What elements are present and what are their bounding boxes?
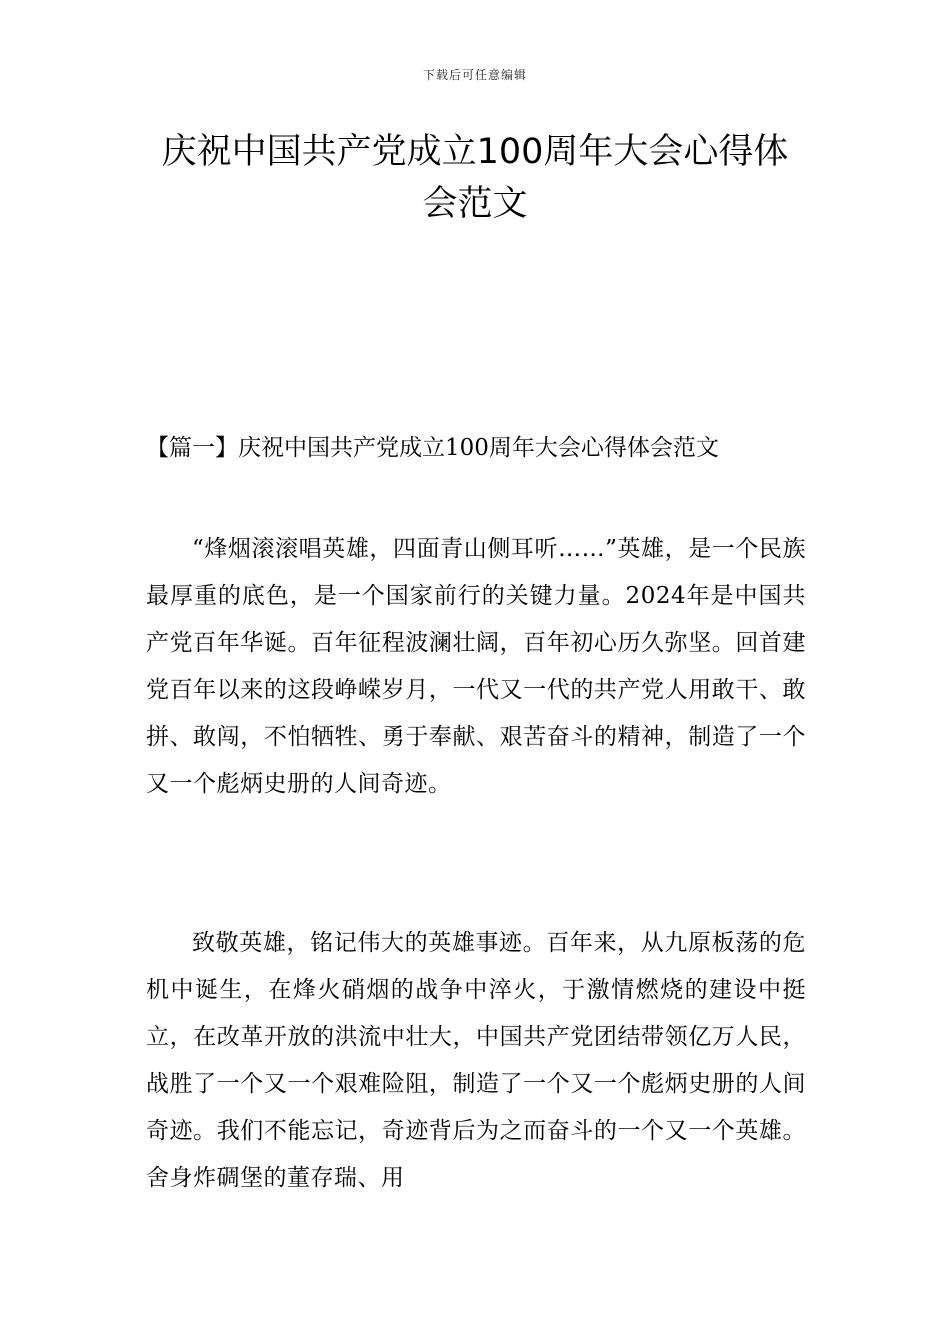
body-paragraph-1: “烽烟滚滚唱英雄，四面青山侧耳听……”英雄，是一个民族最厚重的底色，是一个国家前行的关键力量。2024年是中国共产党百年华诞。百年征程波澜壮阔，百年初心历久弥坚。回首建党百年以来的这段峥嵘岁月，一代又一代的共产党人用敢干、敢拼、敢闯，不怕牺牲、勇于奉献、艰苦奋斗的精神，制造了一个又一个彪炳史册的人间奇迹。 (146, 536, 806, 797)
title-line-2: 会范文 (422, 184, 528, 224)
body-paragraph-2: 致敬英雄，铭记伟大的英雄事迹。百年来，从九原板荡的危机中诞生，在烽火硝烟的战争中淬火，于激情燃烧的建设中挺立，在改革开放的洪流中壮大，中国共产党团结带领亿万人民，战胜了一个又一个艰难险阻，制造了一个又一个彪炳史册的人间奇迹。我们不能忘记，奇迹背后为之而奋斗的一个又一个英雄。舍身炸碉堡的董存瑞、用 (146, 930, 806, 1191)
header-note: 下载后可任意编辑 (422, 68, 527, 82)
section-heading: 【篇一】庆祝中国共产党成立100周年大会心得体会范文 (146, 435, 719, 461)
document-title (120, 126, 830, 230)
title-line-1: 庆祝中国共产党成立100周年大会心得体 (161, 132, 789, 172)
